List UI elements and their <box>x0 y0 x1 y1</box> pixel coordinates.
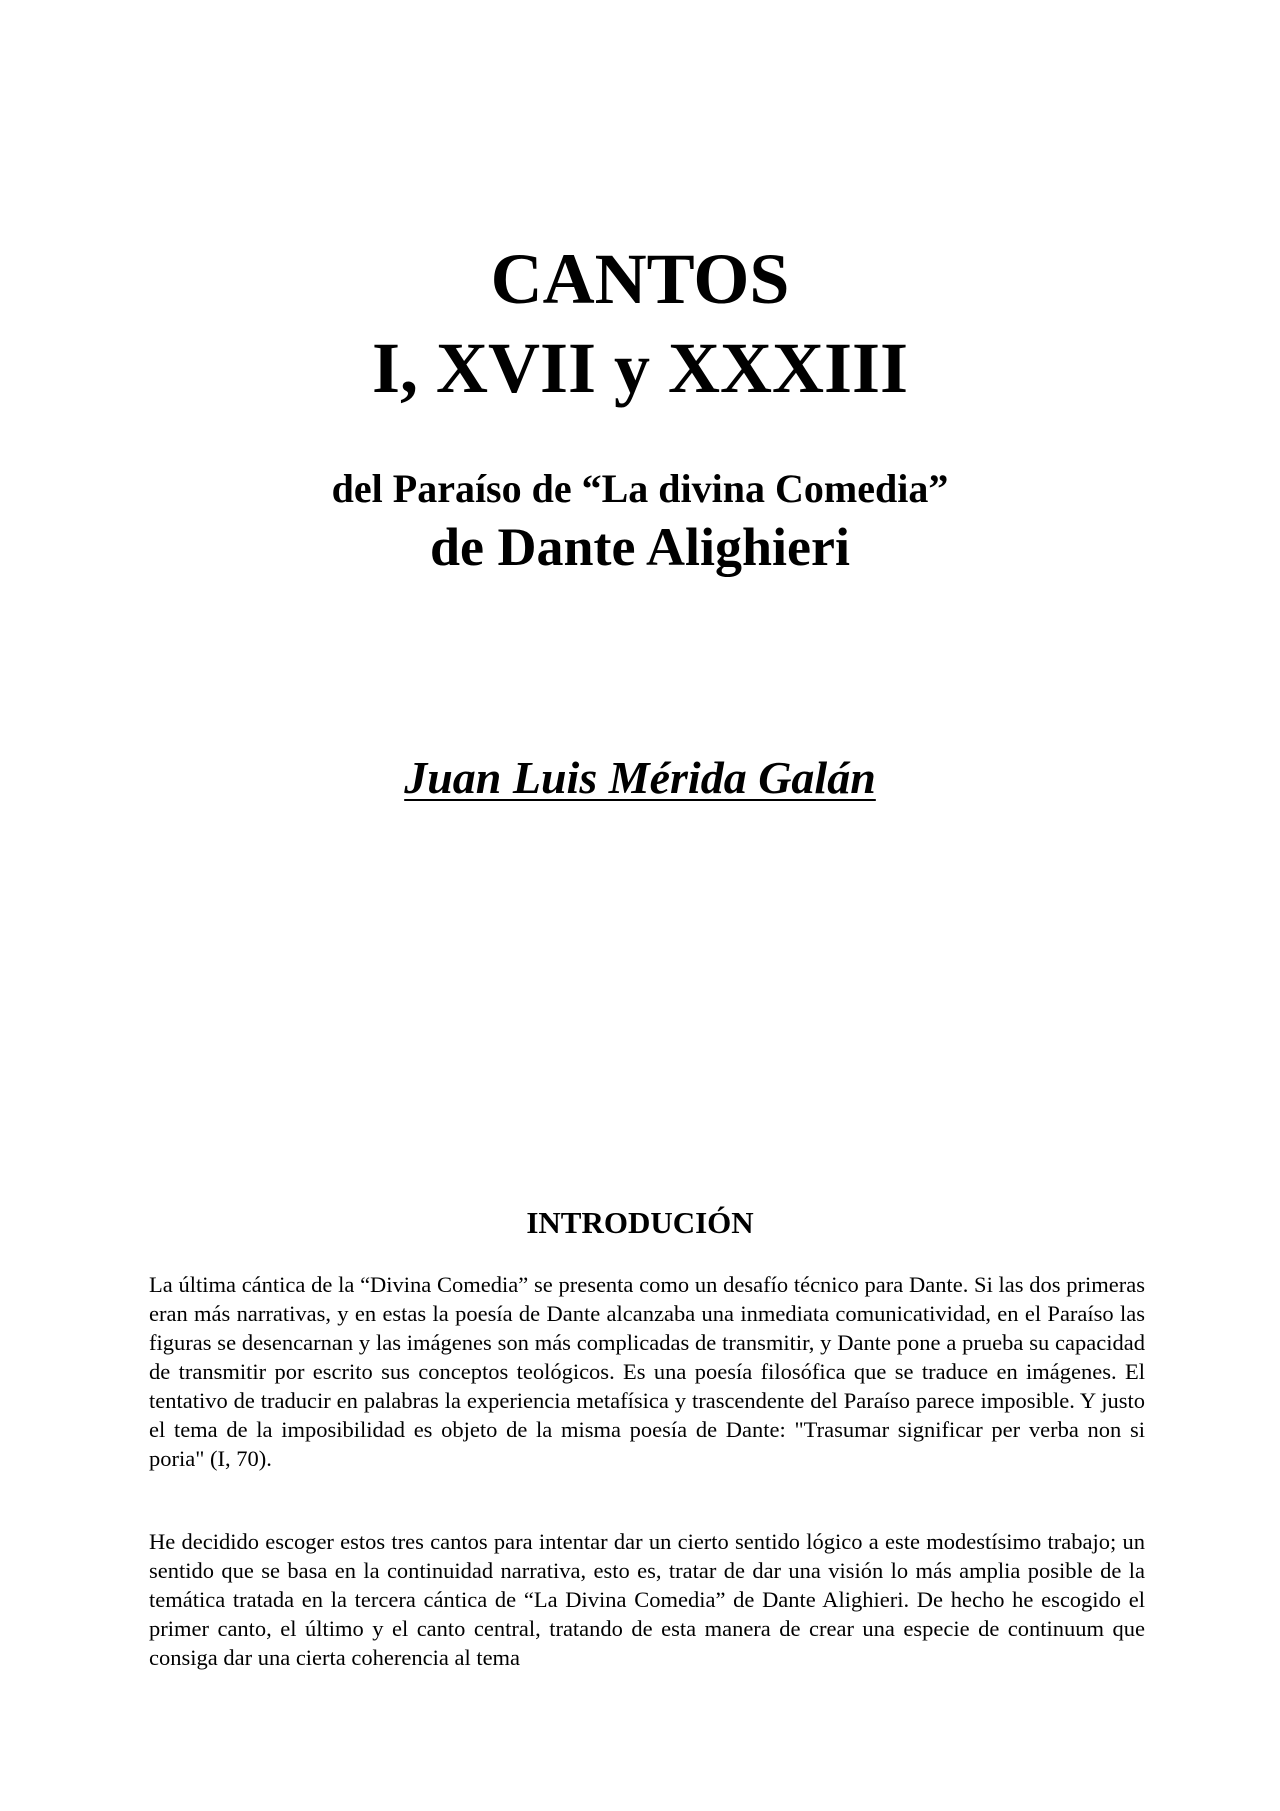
body-paragraph: La última cántica de la “Divina Comedia” se presenta como un desafío técnico para Dante. Si las dos primeras eran más narrativas, y en estas la poesía de Dante alcanzaba una inmediata comunicatividad, en el Paraíso las figuras se desencarnan y las imágenes son más complicadas de transmitir, y Dante pone a prueba su capacidad de transmitir por escrito sus conceptos teológicos. Es una poesía filosófica que se traduce en imágenes. El tentativo de traducir en palabras la experiencia metafísica y trascendente del Paraíso parece imposible. Y justo el tema de la imposibilidad es objeto de la misma poesía de Dante: "Trasumar significar per verba non si poria" (I, 70). <box>149 1272 1145 1471</box>
section-heading-introduction: INTRODUCIÓN <box>526 1205 754 1240</box>
subtitle-line-1: del Paraíso de “La divina Comedia” <box>331 466 949 511</box>
title-line-2: I, XVII y XXXIII <box>371 328 909 408</box>
title-line-1: CANTOS <box>490 239 790 319</box>
body-paragraph: He decidido escoger estos tres cantos para intentar dar un cierto sentido lógico a este modestísimo trabajo; un sentido que se basa en la continuidad narrativa, esto es, tratar de dar una visión lo más amplia posible de la temática tratada en la tercera cántica de “La Divina Comedia” de Dante Alighieri. De hecho he escogido el primer canto, el último y el canto central, tratando de esta manera de crear una especie de continuum que consiga dar una cierta coherencia al tema <box>149 1529 1145 1670</box>
subtitle-line-2: de Dante Alighieri <box>430 517 850 577</box>
author-name <box>0 748 1280 808</box>
author-name-text: Juan Luis Mérida Galán <box>404 752 876 803</box>
